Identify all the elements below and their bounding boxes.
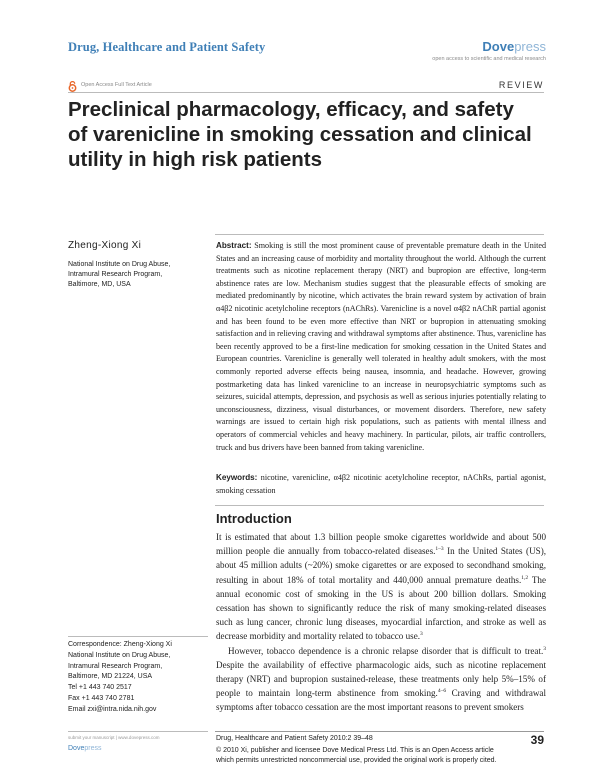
correspondence-block: Correspondence: Zheng-Xiong Xi National Institute on Drug Abuse, Intramural Research Program, Baltimore, MD 21224, USA Tel +1 443 740 2517 Fax +1 443 740 2781 Email zxi@intra.nida.nih.gov <box>68 641 172 713</box>
reference-link[interactable]: 1,2 <box>521 574 529 581</box>
footer-publisher-logo <box>68 745 101 752</box>
reference-link[interactable]: 3 <box>420 631 423 638</box>
publisher-logo-bold: Dove <box>482 39 515 54</box>
footer-logo-light: press <box>84 745 102 752</box>
keywords-text: nicotine, varenicline, α4β2 nicotinic acetylcholine receptor, nAChRs, partial agonist, smoking cessation <box>216 473 546 495</box>
publisher-logo <box>482 39 546 54</box>
reference-link[interactable]: 1–3 <box>435 546 444 553</box>
abstract-label: Abstract: <box>216 241 252 250</box>
open-access-row <box>68 79 152 90</box>
abstract-bottom-divider <box>215 505 544 506</box>
introduction-paragraph-1 <box>216 530 546 644</box>
footer-divider <box>215 731 544 732</box>
footer-left-divider <box>68 731 208 732</box>
text-run: It is estimated that about 1.3 billion people smoke cigarettes worldwide and about 500 million people die annually from tobacco-related diseases. <box>216 532 546 557</box>
footer-logo-bold: Dove <box>68 745 85 752</box>
footer-copyright: © 2010 Xi, publisher and licensee Dove Medical Press Ltd. This is an Open Access article which permits unrestricted noncommercial use, provided the original work is properly cited. <box>216 747 497 764</box>
abstract-text: Smoking is still the most prominent cause of preventable premature death in the United States and an increasing cause of morbidity and mortality throughout the world. Although the current treatments such as nicotine replacement therapy (NRT) and bupropion are effective, long-term abstinence rates are low. Mechanism studies suggest that the pleasurable effects of smoking are mediated predominantly by nicotine, which activates the brain reward system by activation of brain α4β2 nicotinic acetylcholine receptors (nAChRs). Varenicline is a novel α4β2 nAChR partial agonist and has been found to be even more effective than NRT or bupropion in attenuating smoking satisfaction and in relieving craving and withdrawal symptoms after abstinence. Thus, varenicline has been recently approved to be a first-line medication for smoking cessation in the United States and European countries. Varenicline is generally well tolerated in healthy adult smokers, with the most commonly reported adverse effects being nausea, insomnia, and headache. However, growing postmarketing data has linked varenicline to an increase in neuropsychiatric symptoms such as seizures, suicidal attempts, depression, and psychosis as well as serious injuries potentially relating to unconsciousness, dizziness, visual disturbances, or movement disorders. Therefore, new safety warnings are issued to certain high risk populations, such as patients with mental illness and operators of commercial vehicles and heavy machinery. In particular, pilots, air traffic controllers, truck and bus drivers have been banned from taking varenicline. <box>216 241 546 452</box>
introduction-heading: Introduction <box>216 511 292 526</box>
text-run: Despite the availability of effective pharmacologic aids, such as nicotine replacement therapy (NRT) and bupropion sustained-release, these treatments only help 5%–15% of people to maintain long-term abstinence from smoking. <box>216 659 546 699</box>
publisher-logo-light: press <box>514 39 546 54</box>
article-type: REVIEW <box>498 80 544 90</box>
open-access-label: Open Access Full Text Article <box>81 81 152 88</box>
text-run: Craving and withdrawal symptoms after tobacco cessation are the most important reasons to prevent smokers <box>216 688 546 713</box>
submit-manuscript-link[interactable]: submit your manuscript | www.dovepress.com <box>68 735 160 740</box>
author-name: Zheng-Xiong Xi <box>68 240 142 251</box>
abstract-top-divider <box>215 234 544 235</box>
header-divider <box>68 92 544 93</box>
text-run: The annual economic cost of smoking in the US is about 200 billion dollars. Smoking cessation has shown to significantly reduce the risk of many smoking-related diseases such as lung cancer, chronic lung diseases, myocardial infarction, and stroke as well as decrease morbidity and mortality related to tobacco use. <box>216 574 546 642</box>
text-run: However, tobacco dependence is a chronic relapse disorder that is difficult to treat. <box>228 645 544 656</box>
footer-citation: Drug, Healthcare and Patient Safety 2010:2 39–48 <box>216 735 373 742</box>
reference-link[interactable]: 4–6 <box>437 688 447 695</box>
introduction-paragraph-2 <box>216 644 546 715</box>
author-affiliation: National Institute on Drug Abuse, Intramural Research Program, Baltimore, MD, USA <box>68 261 171 288</box>
open-access-icon <box>68 79 77 90</box>
article-title: Preclinical pharmacology, efficacy, and safety of varenicline in smoking cessation and clinical utility in high risk patients <box>68 98 532 171</box>
publisher-tagline: open access to scientific and medical research <box>432 56 546 62</box>
page-number: 39 <box>530 733 544 747</box>
abstract <box>216 240 546 454</box>
reference-link[interactable]: 3 <box>543 645 546 652</box>
introduction-body <box>216 530 546 715</box>
text-run: In the United States (US), about 45 million adults (~20%) smoke cigarettes or are exposed to secondhand smoking, resulting in about 18% of total mortality and 440,000 annual premature deaths. <box>216 546 546 585</box>
keywords <box>216 472 546 497</box>
keywords-label: Keywords: <box>216 473 258 482</box>
journal-name: Drug, Healthcare and Patient Safety <box>68 40 266 54</box>
correspondence-divider <box>68 636 208 637</box>
